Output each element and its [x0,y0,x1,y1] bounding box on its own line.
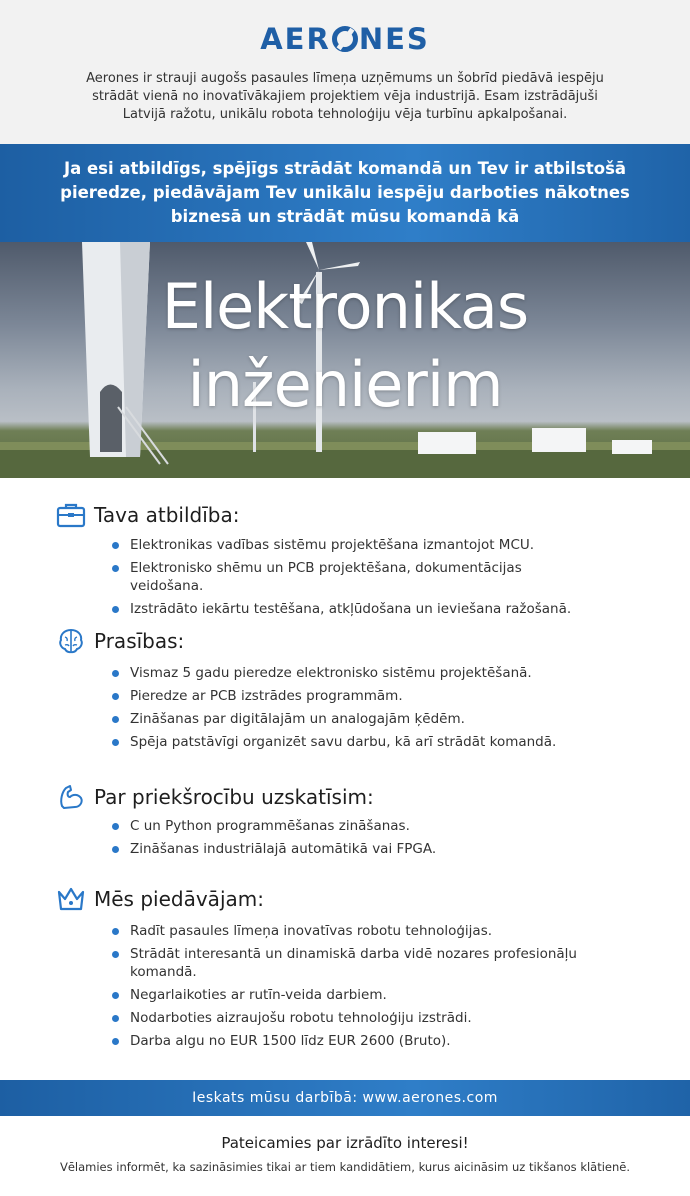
logo-text-left: AER [260,22,331,56]
website-link[interactable]: Ieskats mūsu darbībā: www.aerones.com [0,1080,690,1116]
list-item: Strādāt interesantā un dinamiskā darba vidē nozares profesionāļu komandā. [112,945,592,981]
responsibility-list [112,536,592,623]
list-item: Zināšanas industriālajā automātikā vai FPGA. [112,840,592,858]
contact-note: Vēlamies informēt, ka sazināsimies tikai ar tiem kandidātiem, kurus aicināsim uz tikšanos klātienē. [59,1160,631,1174]
list-item: Elektronikas vadības sistēmu projektēšana izmantojot MCU. [112,536,592,554]
list-item: Nodarboties aizraujošu robotu tehnoloģiju izstrādi. [112,1009,592,1027]
flexed-arm-icon [56,782,86,812]
thanks-text: Pateicamies par izrādīto interesi! [221,1134,469,1152]
hero-title-line2: inženierim [187,348,503,421]
brain-icon [56,626,86,656]
list-item: Zināšanas par digitālajām un analogajām ķēdēm. [112,710,592,728]
hero-title-line1: Elektronikas [161,270,529,343]
list-item: Vismaz 5 gadu pieredze elektronisko sistēmu projektēšanā. [112,664,592,682]
crown-icon [56,884,86,914]
section-offer-header [56,884,264,914]
list-item: Radīt pasaules līmeņa inovatīvas robotu tehnoloģijas. [112,922,592,940]
list-item: Izstrādāto iekārtu testēšana, atkļūdošana un ieviešana ražošanā. [112,600,592,618]
section-offer-title: Mēs piedāvājam: [94,887,264,911]
advantages-list [112,817,592,863]
logo-o-mark-icon [332,26,358,52]
band-text: Ja esi atbildīgs, spējīgs strādāt komandā un Tev ir atbilstošā pieredze, piedāvājam Tev unikālu iespēju darboties nākotnes biznesā un strādāt mūsu komandā kā [60,159,630,226]
requirements-list [112,664,592,756]
list-item: Darba algu no EUR 1500 līdz EUR 2600 (Bruto). [112,1032,592,1050]
list-item: Pieredze ar PCB izstrādes programmām. [112,687,592,705]
section-advantages-header [56,782,374,812]
aerones-logo [0,22,690,56]
list-item: Negarlaikoties ar rutīn-veida darbiem. [112,986,592,1004]
section-advantages-title: Par priekšrocību uzskatīsim: [94,785,374,809]
section-requirements-header [56,626,184,656]
section-responsibility-title: Tava atbildība: [94,503,240,527]
list-item: Elektronisko shēmu un PCB projektēšana, dokumentācijas veidošana. [112,559,592,595]
logo-text-right: NES [358,22,430,56]
list-item: Spēja patstāvīgi organizēt savu darbu, kā arī strādāt komandā. [112,733,592,751]
intro-text: Aerones ir strauji augošs pasaules līmeņa uzņēmums un šobrīd piedāvā iespēju strādāt vienā no inovatīvākajiem projektiem vēja industrijā. Esam izstrādājuši Latvijā ražotu, unikālu robota tehnoloģiju vēja turbīnu apkalpošanai. [86,71,604,122]
list-item: C un Python programmēšanas zināšanas. [112,817,592,835]
briefcase-icon [56,500,86,530]
section-requirements-title: Prasības: [94,629,185,653]
hero-title [0,268,690,424]
section-responsibility-header [56,500,239,530]
offer-list [112,922,592,1055]
